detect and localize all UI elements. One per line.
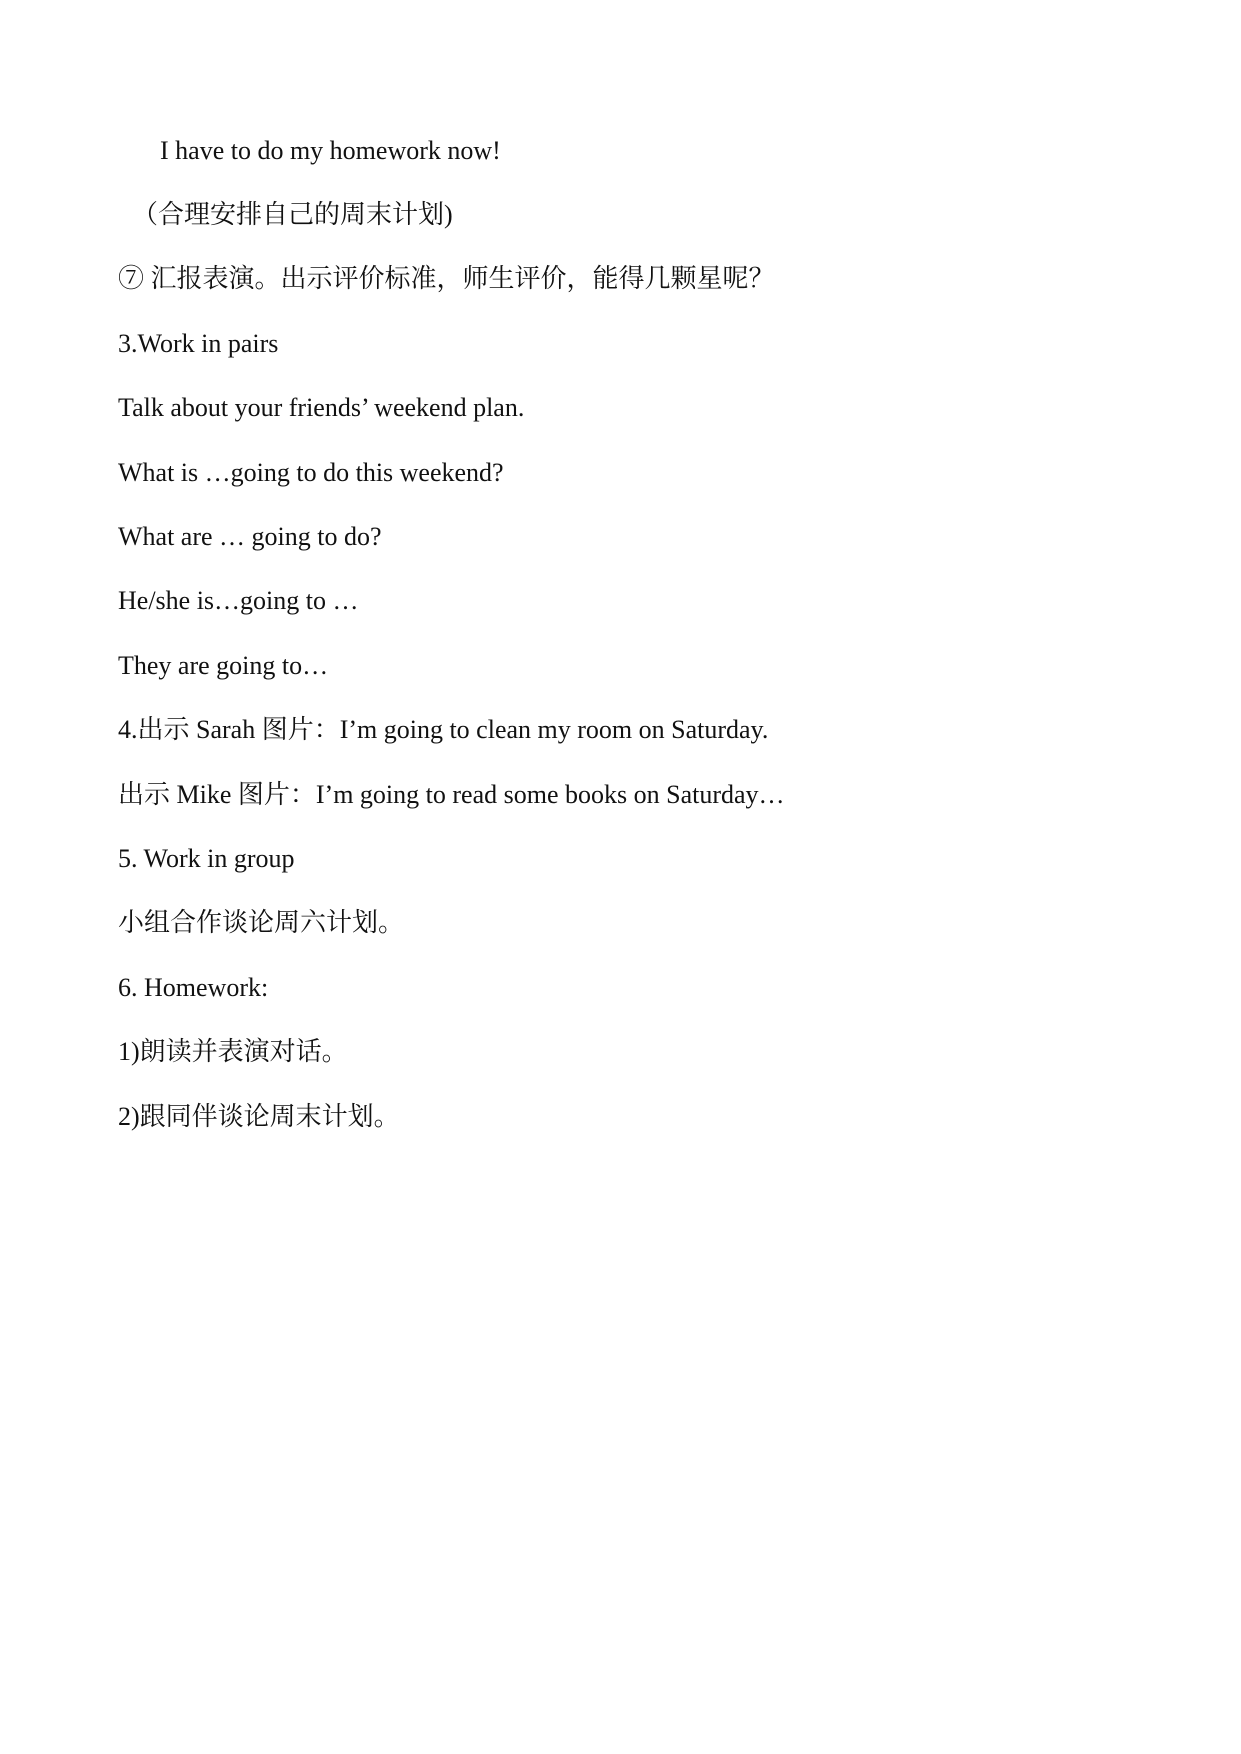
talk-about-line: Talk about your friends’ weekend plan. <box>118 393 525 422</box>
question-what-is-line: What is …going to do this weekend? <box>118 458 504 487</box>
mike-picture-line: 出示 Mike 图片：I’m going to read some books on Saturday… <box>118 780 785 809</box>
homework-item-1: 1)朗读并表演对话。 <box>118 1037 348 1066</box>
section-4-sarah-line: 4.出示 Sarah 图片：I’m going to clean my room on Saturday. <box>118 715 769 744</box>
section-3-heading: 3.Work in pairs <box>118 329 279 358</box>
group-discussion-line: 小组合作谈论周六计划。 <box>118 908 405 937</box>
step-7-performance: ⑦ 汇报表演。出示评价标准，师生评价，能得几颗星呢？ <box>118 264 775 293</box>
section-5-heading: 5. Work in group <box>118 844 295 873</box>
question-what-are-line: What are … going to do? <box>118 522 382 551</box>
homework-item-2: 2)跟同伴谈论周末计划。 <box>118 1102 400 1131</box>
answer-he-she-line: He/she is…going to … <box>118 586 359 615</box>
homework-now-line: I have to do my homework now! <box>160 136 501 165</box>
answer-they-line: They are going to… <box>118 651 329 680</box>
section-6-heading: 6. Homework: <box>118 973 269 1002</box>
weekend-plan-note: （合理安排自己的周末计划) <box>132 200 453 229</box>
